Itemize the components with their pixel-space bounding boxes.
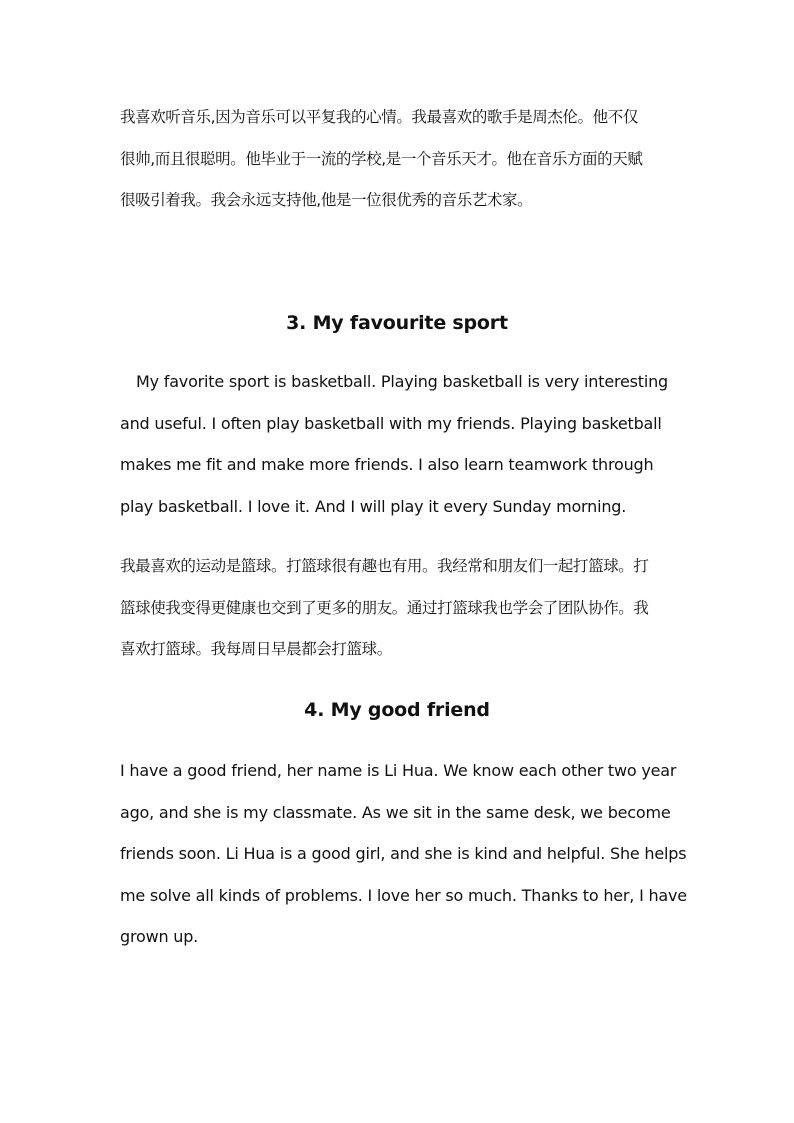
friend-paragraph-english	[120, 750, 687, 958]
text-line: grown up.	[120, 927, 199, 946]
text-line: I have a good friend, her name is Li Hua. We know each other two year	[120, 761, 677, 780]
text-line: me solve all kinds of problems. I love her so much. Thanks to her, I have	[120, 885, 687, 905]
text-line: 喜欢打篮球。我每周日早晨都会打篮球。	[120, 640, 392, 658]
text-line: My favorite sport is basketball. Playing basketball is very interesting	[136, 372, 668, 391]
text-line: 我喜欢听音乐,因为音乐可以平复我的心情。我最喜欢的歌手是周杰伦。他不仅	[120, 108, 638, 126]
text-line: 很帅,而且很聪明。他毕业于一流的学校,是一个音乐天才。他在音乐方面的天赋	[120, 149, 643, 168]
section-heading-sport: 3. My favourite sport	[286, 312, 508, 334]
text-line: play basketball. I love it. And I will play it every Sunday morning.	[120, 496, 627, 516]
sport-paragraph-chinese	[120, 546, 680, 671]
text-line: ago, and she is my classmate. As we sit in the same desk, we become	[120, 802, 671, 822]
text-line: makes me fit and make more friends. I also learn teamwork through	[120, 455, 654, 474]
music-paragraph-chinese	[120, 97, 680, 222]
section-heading-friend: 4. My good friend	[304, 699, 490, 721]
text-line: 我最喜欢的运动是篮球。打篮球很有趣也有用。我经常和朋友们一起打篮球。打	[120, 557, 649, 575]
text-line: 篮球使我变得更健康也交到了更多的朋友。通过打篮球我也学会了团队协作。我	[120, 598, 649, 617]
text-line: and useful. I often play basketball with my friends. Playing basketball	[120, 413, 662, 433]
text-line: 很吸引着我。我会永远支持他,他是一位很优秀的音乐艺术家。	[120, 191, 533, 209]
text-line: friends soon. Li Hua is a good girl, and she is kind and helpful. She helps	[120, 844, 687, 863]
sport-paragraph-english	[120, 361, 680, 527]
